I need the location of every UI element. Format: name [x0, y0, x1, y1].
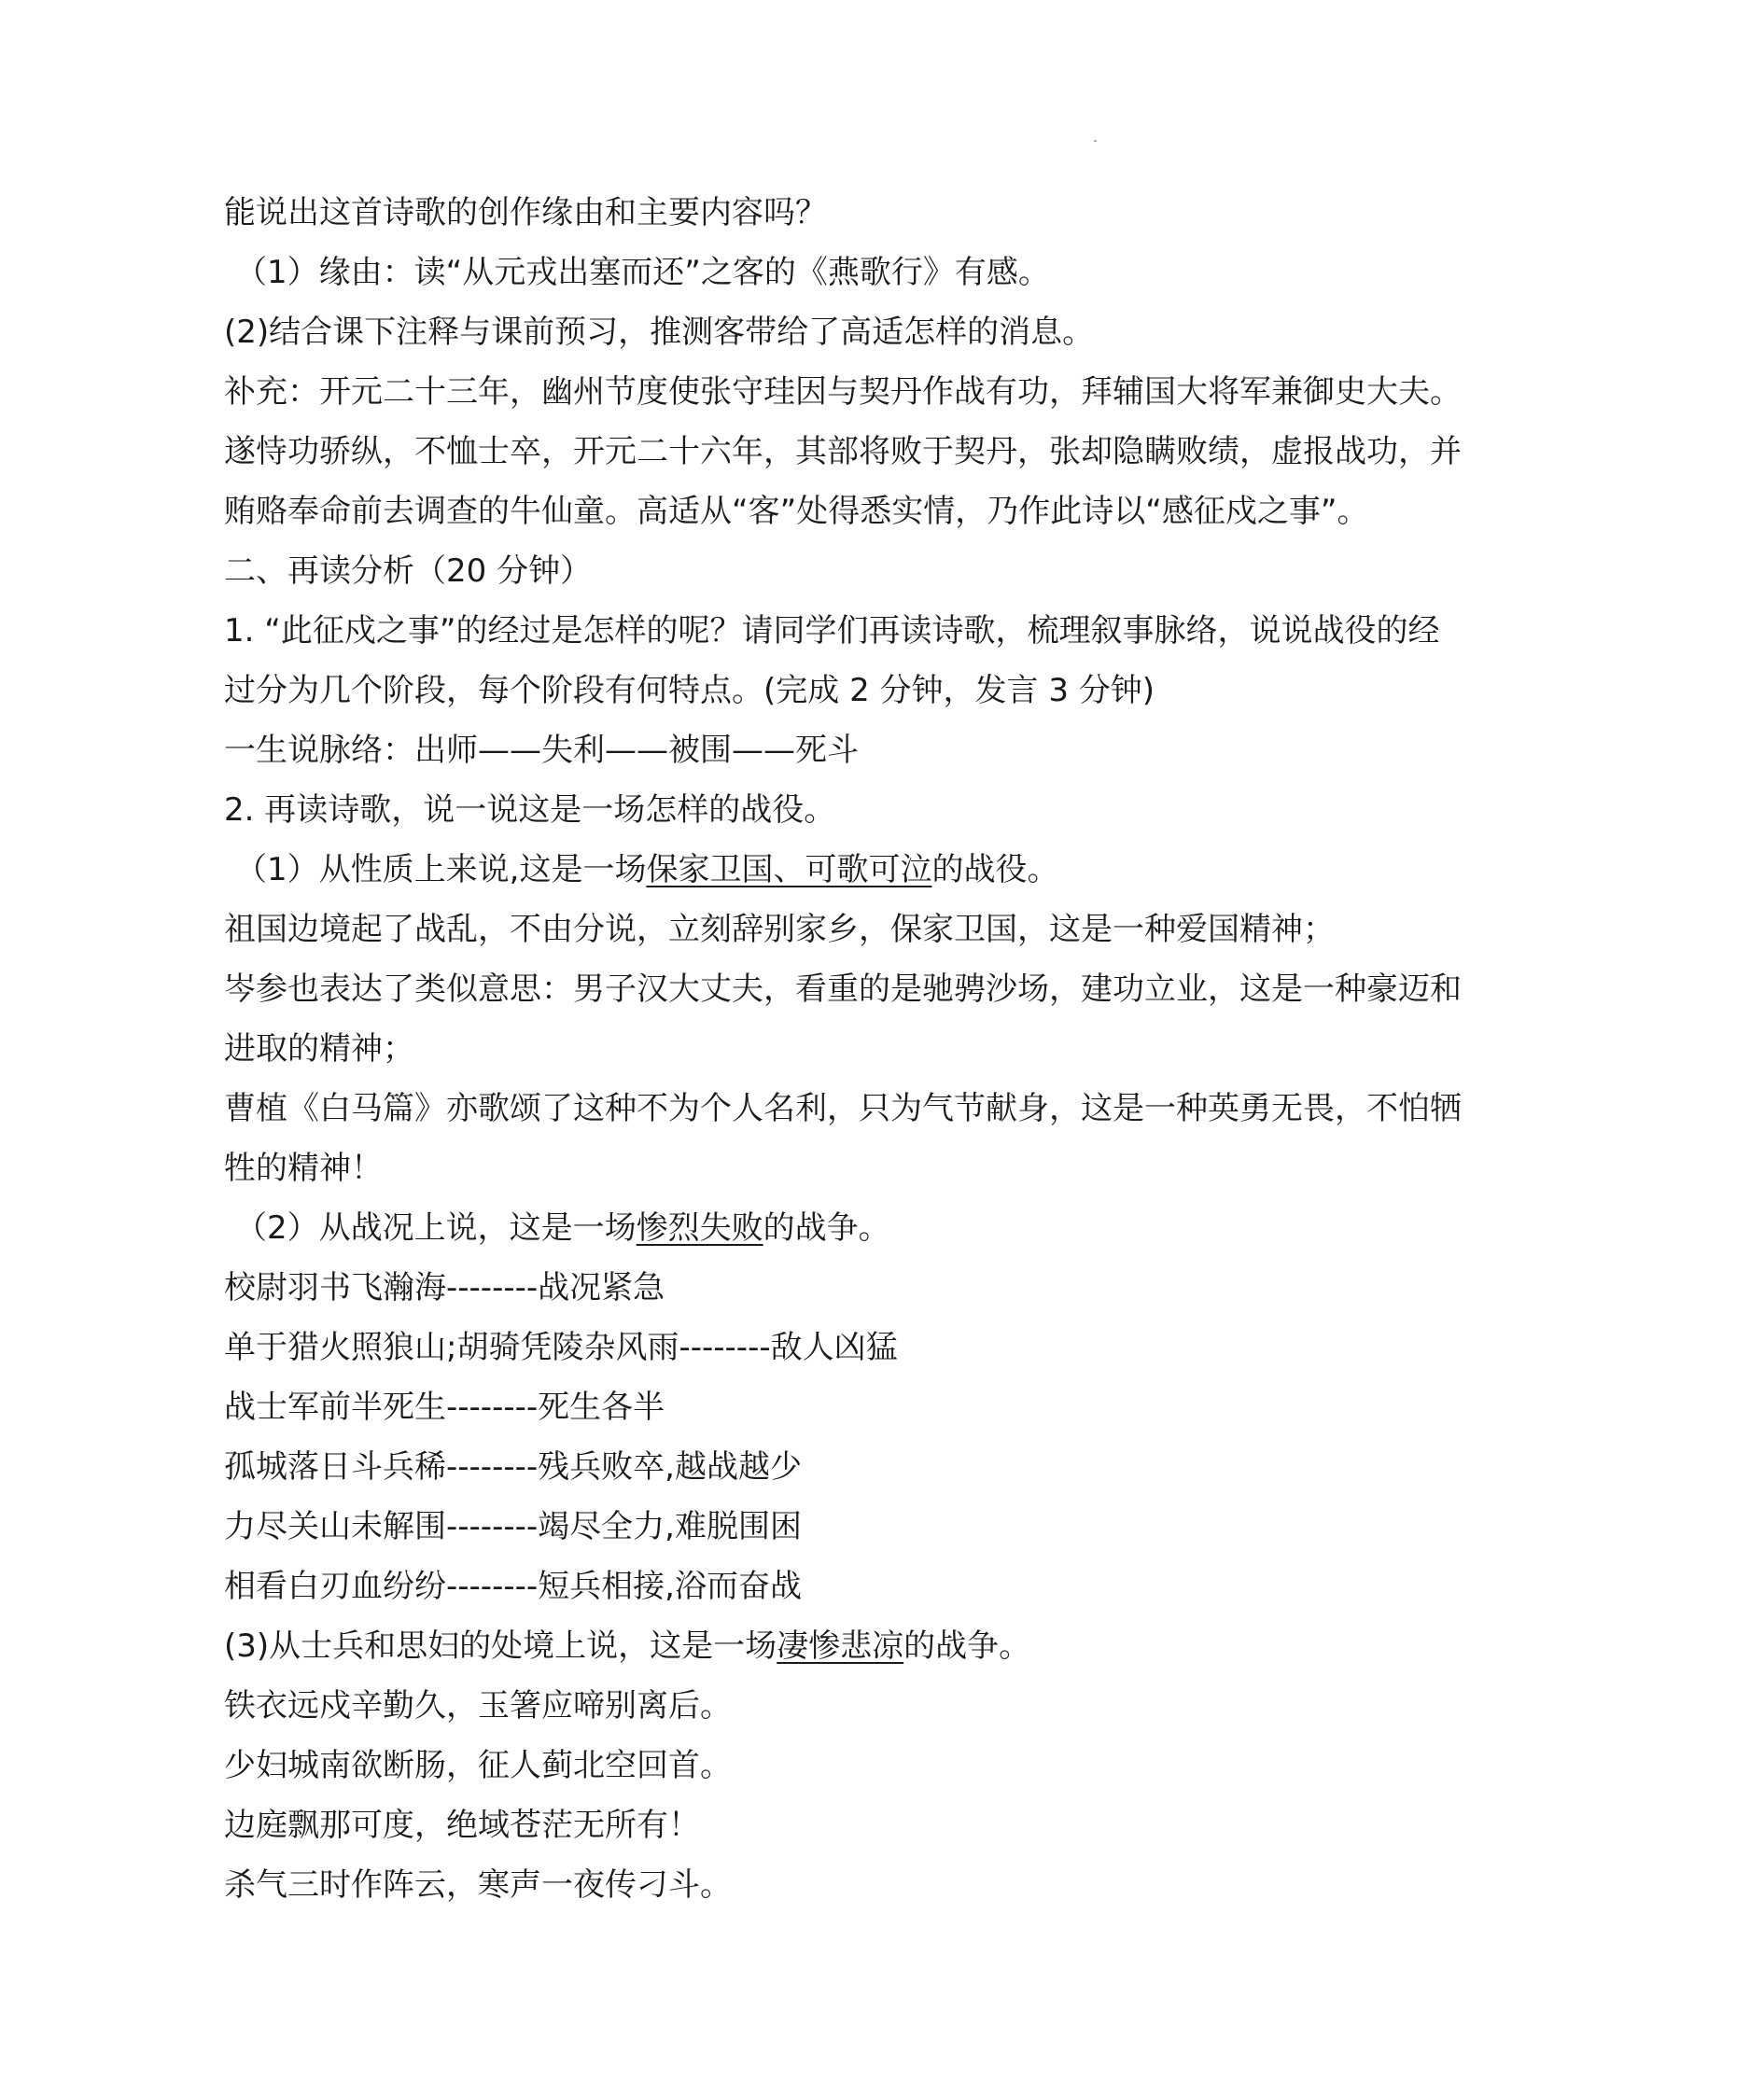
text-line: 2. 再读诗歌，说一说这是一场怎样的战役。 — [224, 791, 836, 829]
poem-line: 杀气三时作阵云，寒声一夜传刁斗。 — [224, 1866, 732, 1904]
text-segment: 的战争。 — [763, 1209, 890, 1247]
text-line: 单于猎火照狼山;胡骑凭陵杂风雨--------敌人凶猛 — [224, 1329, 898, 1366]
text-line: 一生说脉络：出师——失利——被围——死斗 — [224, 732, 859, 769]
section-heading: 二、再读分析（20 分钟） — [224, 552, 593, 590]
text-line: 遂恃功骄纵，不恤士卒，开元二十六年，其部将败于契丹，张却隐瞒败绩，虚报战功，并 — [224, 433, 1462, 470]
text-segment: （2）从战况上说，这是一场 — [235, 1209, 637, 1247]
text-line: 力尽关山未解围--------竭尽全力,难脱围困 — [224, 1508, 802, 1545]
text-line: 祖国边境起了战乱，不由分说，立刻辞别家乡，保家卫国，这是一种爱国精神； — [224, 911, 1335, 948]
text-line: 岑参也表达了类似意思：男子汉大丈夫，看重的是驰骋沙场，建功立业，这是一种豪迈和 — [224, 971, 1462, 1008]
text-line-underlined — [224, 1198, 1549, 1258]
text-line: 能说出这首诗歌的创作缘由和主要内容吗？ — [224, 194, 827, 231]
text-segment: 的战争。 — [903, 1627, 1031, 1665]
text-line-underlined — [224, 1616, 1549, 1676]
underlined-phrase: 惨烈失败 — [636, 1209, 763, 1247]
text-line: 曹植《白马篇》亦歌颂了这种不为个人名利，只为气节献身，这是一种英勇无畏，不怕牺 — [224, 1090, 1462, 1127]
text-segment: 的战役。 — [931, 851, 1059, 888]
text-line-underlined — [224, 840, 1549, 900]
text-segment: （1）从性质上来说,这是一场 — [235, 851, 647, 888]
text-line: (2)结合课下注释与课前预习，推测客带给了高适怎样的消息。 — [224, 314, 1095, 351]
text-line: 孤城落日斗兵稀--------残兵败卒,越战越少 — [224, 1448, 802, 1486]
text-line: 校尉羽书飞瀚海--------战况紧急 — [224, 1269, 665, 1306]
text-line: 进取的精神； — [224, 1030, 414, 1068]
text-line: 1. “此征戍之事”的经过是怎样的呢？请同学们再读诗歌，梳理叙事脉络，说说战役的经 — [224, 612, 1440, 649]
text-line: 相看白刃血纷纷--------短兵相接,浴而奋战 — [224, 1568, 802, 1605]
text-line: 战士军前半死生--------死生各半 — [224, 1389, 665, 1426]
text-line: 牲的精神！ — [224, 1150, 383, 1187]
text-line: 补充：开元二十三年，幽州节度使张守珪因与契丹作战有功，拜辅国大将军兼御史大夫。 — [224, 373, 1462, 411]
poem-line: 铁衣远戍辛勤久，玉箸应啼别离后。 — [224, 1687, 732, 1725]
document-body — [224, 183, 1549, 1915]
poem-line: 边庭飘那可度，绝域苍茫无所有！ — [224, 1807, 700, 1844]
text-line: （1）缘由：读“从元戎出塞而还”之客的《燕歌行》有感。 — [235, 254, 1050, 291]
poem-line: 少妇城南欲断肠，征人蓟北空回首。 — [224, 1747, 732, 1784]
text-line: 贿赂奉命前去调查的牛仙童。高适从“客”处得悉实情，乃作此诗以“感征戍之事”。 — [224, 493, 1369, 530]
text-segment: (3)从士兵和思妇的处境上说，这是一场 — [224, 1627, 777, 1665]
underlined-phrase: 凄惨悲凉 — [777, 1627, 904, 1665]
scan-speck — [1094, 140, 1097, 142]
underlined-phrase: 保家卫国、可歌可泣 — [646, 851, 932, 888]
text-line: 过分为几个阶段，每个阶段有何特点。(完成 2 分钟，发言 3 分钟) — [224, 672, 1155, 709]
